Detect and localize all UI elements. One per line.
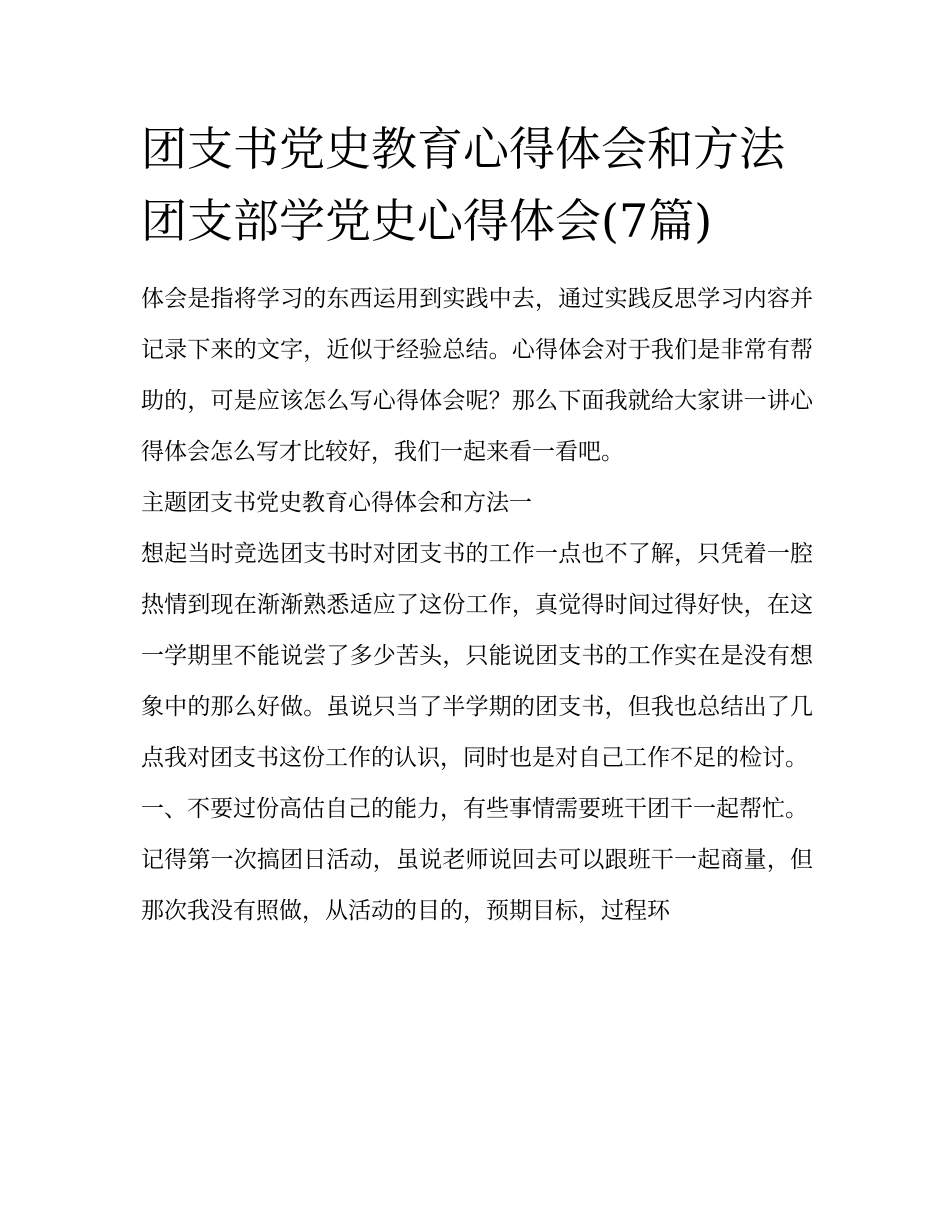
paragraph-reflection: 想起当时竞选团支书时对团支书的工作一点也不了解，只凭着一腔热情到现在渐渐熟悉适应了这份工作，真觉得时间过得好快，在这一学期里不能说尝了多少苦头，只能说团支书的工作实在是没有想象中的那么好做。虽说只当了半学期的团支书，但我也总结出了几点我对团支书这份工作的认识，同时也是对自己工作不足的检讨。 xyxy=(141,541,813,771)
paragraph-first-activity: 记得第一次搞团日活动，虽说老师说回去可以跟班干一起商量，但那次我没有照做，从活动的目的，预期目标，过程环 xyxy=(141,847,813,924)
document-content xyxy=(141,113,813,937)
document-title: 团支书党史教育心得体会和方法 团支部学党史心得体会(7篇) xyxy=(141,122,785,248)
paragraph-point-one: 一、不要过份高估自己的能力，有些事情需要班干团干一起帮忙。 xyxy=(141,796,808,822)
paragraph-section-heading: 主题团支书党史教育心得体会和方法一 xyxy=(141,490,532,516)
document-body xyxy=(141,274,813,937)
paragraph-intro: 体会是指将学习的东西运用到实践中去，通过实践反思学习内容并记录下来的文字，近似于经验总结。心得体会对于我们是非常有帮助的，可是应该怎么写心得体会呢？那么下面我就给大家讲一讲心得体会怎么写才比较好，我们一起来看一看吧。 xyxy=(141,286,813,465)
